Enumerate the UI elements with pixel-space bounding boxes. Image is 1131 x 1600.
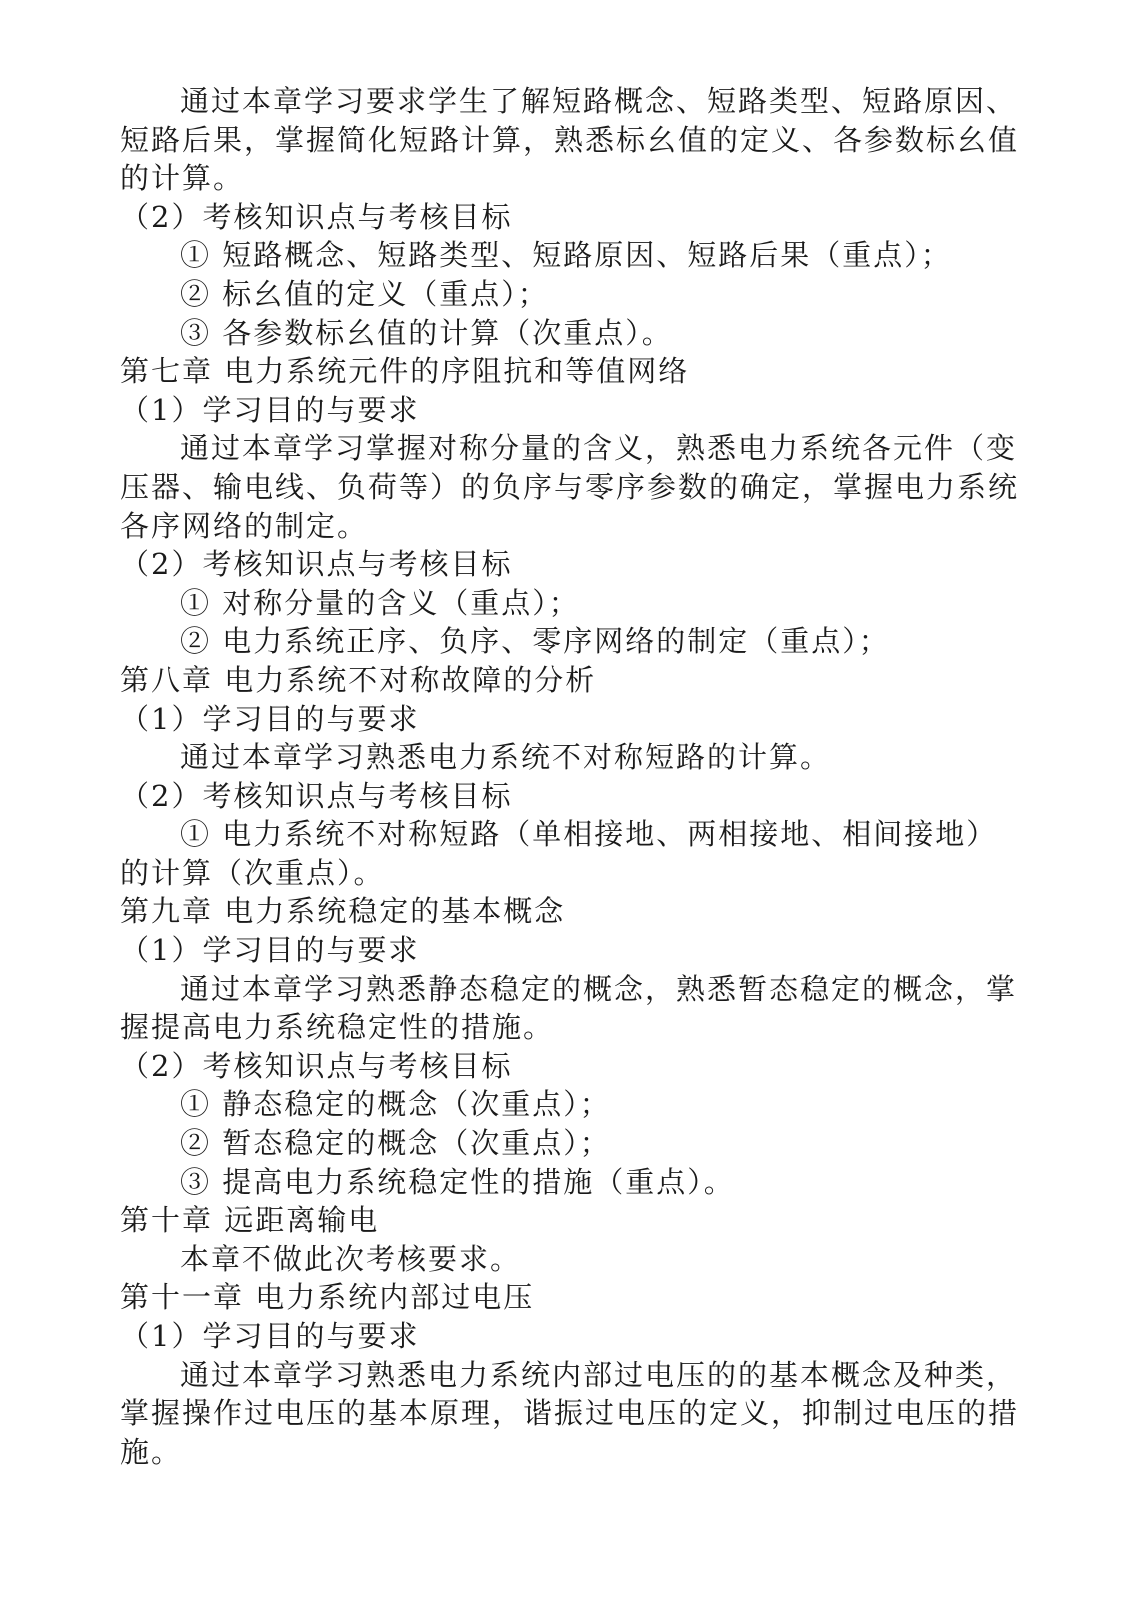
text-line: 本章不做此次考核要求。 (180, 1241, 522, 1276)
text-line: 施。 (120, 1434, 183, 1469)
section-heading: （1）学习目的与要求 (120, 392, 420, 427)
text-line: 压器、输电线、负荷等）的负序与零序参数的确定，掌握电力系统 (120, 469, 1020, 504)
text-line: 握提高电力系统稳定性的措施。 (120, 1010, 555, 1045)
section-heading: （1）学习目的与要求 (120, 933, 420, 968)
section-heading: （2）考核知识点与考核目标 (120, 1048, 513, 1083)
list-item: ① 静态稳定的概念（次重点）； (180, 1087, 611, 1122)
text-line: 掌握操作过电压的基本原理，谐振过电压的定义，抑制过电压的措 (120, 1396, 1020, 1431)
section-heading: （2）考核知识点与考核目标 (120, 199, 513, 234)
chapter-heading: 第十章 远距离输电 (120, 1203, 380, 1238)
list-item: ② 标幺值的定义（重点）； (180, 276, 549, 311)
text-line: 短路后果，掌握简化短路计算，熟悉标幺值的定义、各参数标幺值 (120, 122, 1020, 157)
text-line: 通过本章学习掌握对称分量的含义，熟悉电力系统各元件（变 (180, 431, 1018, 466)
chapter-heading: 第九章 电力系统稳定的基本概念 (120, 894, 566, 929)
text-line: 通过本章学习熟悉电力系统不对称短路的计算。 (180, 740, 832, 775)
text-line: 通过本章学习要求学生了解短路概念、短路类型、短路原因、 (180, 84, 1018, 118)
list-item: ② 电力系统正序、负序、零序网络的制定（重点）； (180, 624, 890, 659)
list-item: ① 短路概念、短路类型、短路原因、短路后果（重点）； (180, 238, 952, 273)
section-heading: （2）考核知识点与考核目标 (120, 778, 513, 813)
section-heading: （2）考核知识点与考核目标 (120, 547, 513, 582)
text-line: 的计算。 (120, 161, 245, 196)
text-line: 的计算（次重点）。 (120, 855, 385, 890)
list-item: ③ 各参数标幺值的计算（次重点）。 (180, 315, 673, 350)
list-item: ③ 提高电力系统稳定性的措施（重点）。 (180, 1164, 735, 1199)
chapter-heading: 第七章 电力系统元件的序阻抗和等值网络 (120, 354, 690, 389)
list-item: ① 对称分量的含义（重点）； (180, 585, 580, 620)
list-item: ① 电力系统不对称短路（单相接地、两相接地、相间接地） (180, 817, 998, 852)
text-line: 各序网络的制定。 (120, 508, 369, 543)
chapter-heading: 第十一章 电力系统内部过电压 (120, 1280, 535, 1315)
text-line: 通过本章学习熟悉静态稳定的概念，熟悉暂态稳定的概念，掌 (180, 971, 1018, 1006)
list-item: ② 暂态稳定的概念（次重点）； (180, 1126, 611, 1161)
section-heading: （1）学习目的与要求 (120, 701, 420, 736)
text-line: 通过本章学习熟悉电力系统内部过电压的的基本概念及种类， (180, 1357, 1018, 1392)
chapter-heading: 第八章 电力系统不对称故障的分析 (120, 662, 597, 697)
section-heading: （1）学习目的与要求 (120, 1319, 420, 1353)
document-page (120, 82, 1020, 1471)
